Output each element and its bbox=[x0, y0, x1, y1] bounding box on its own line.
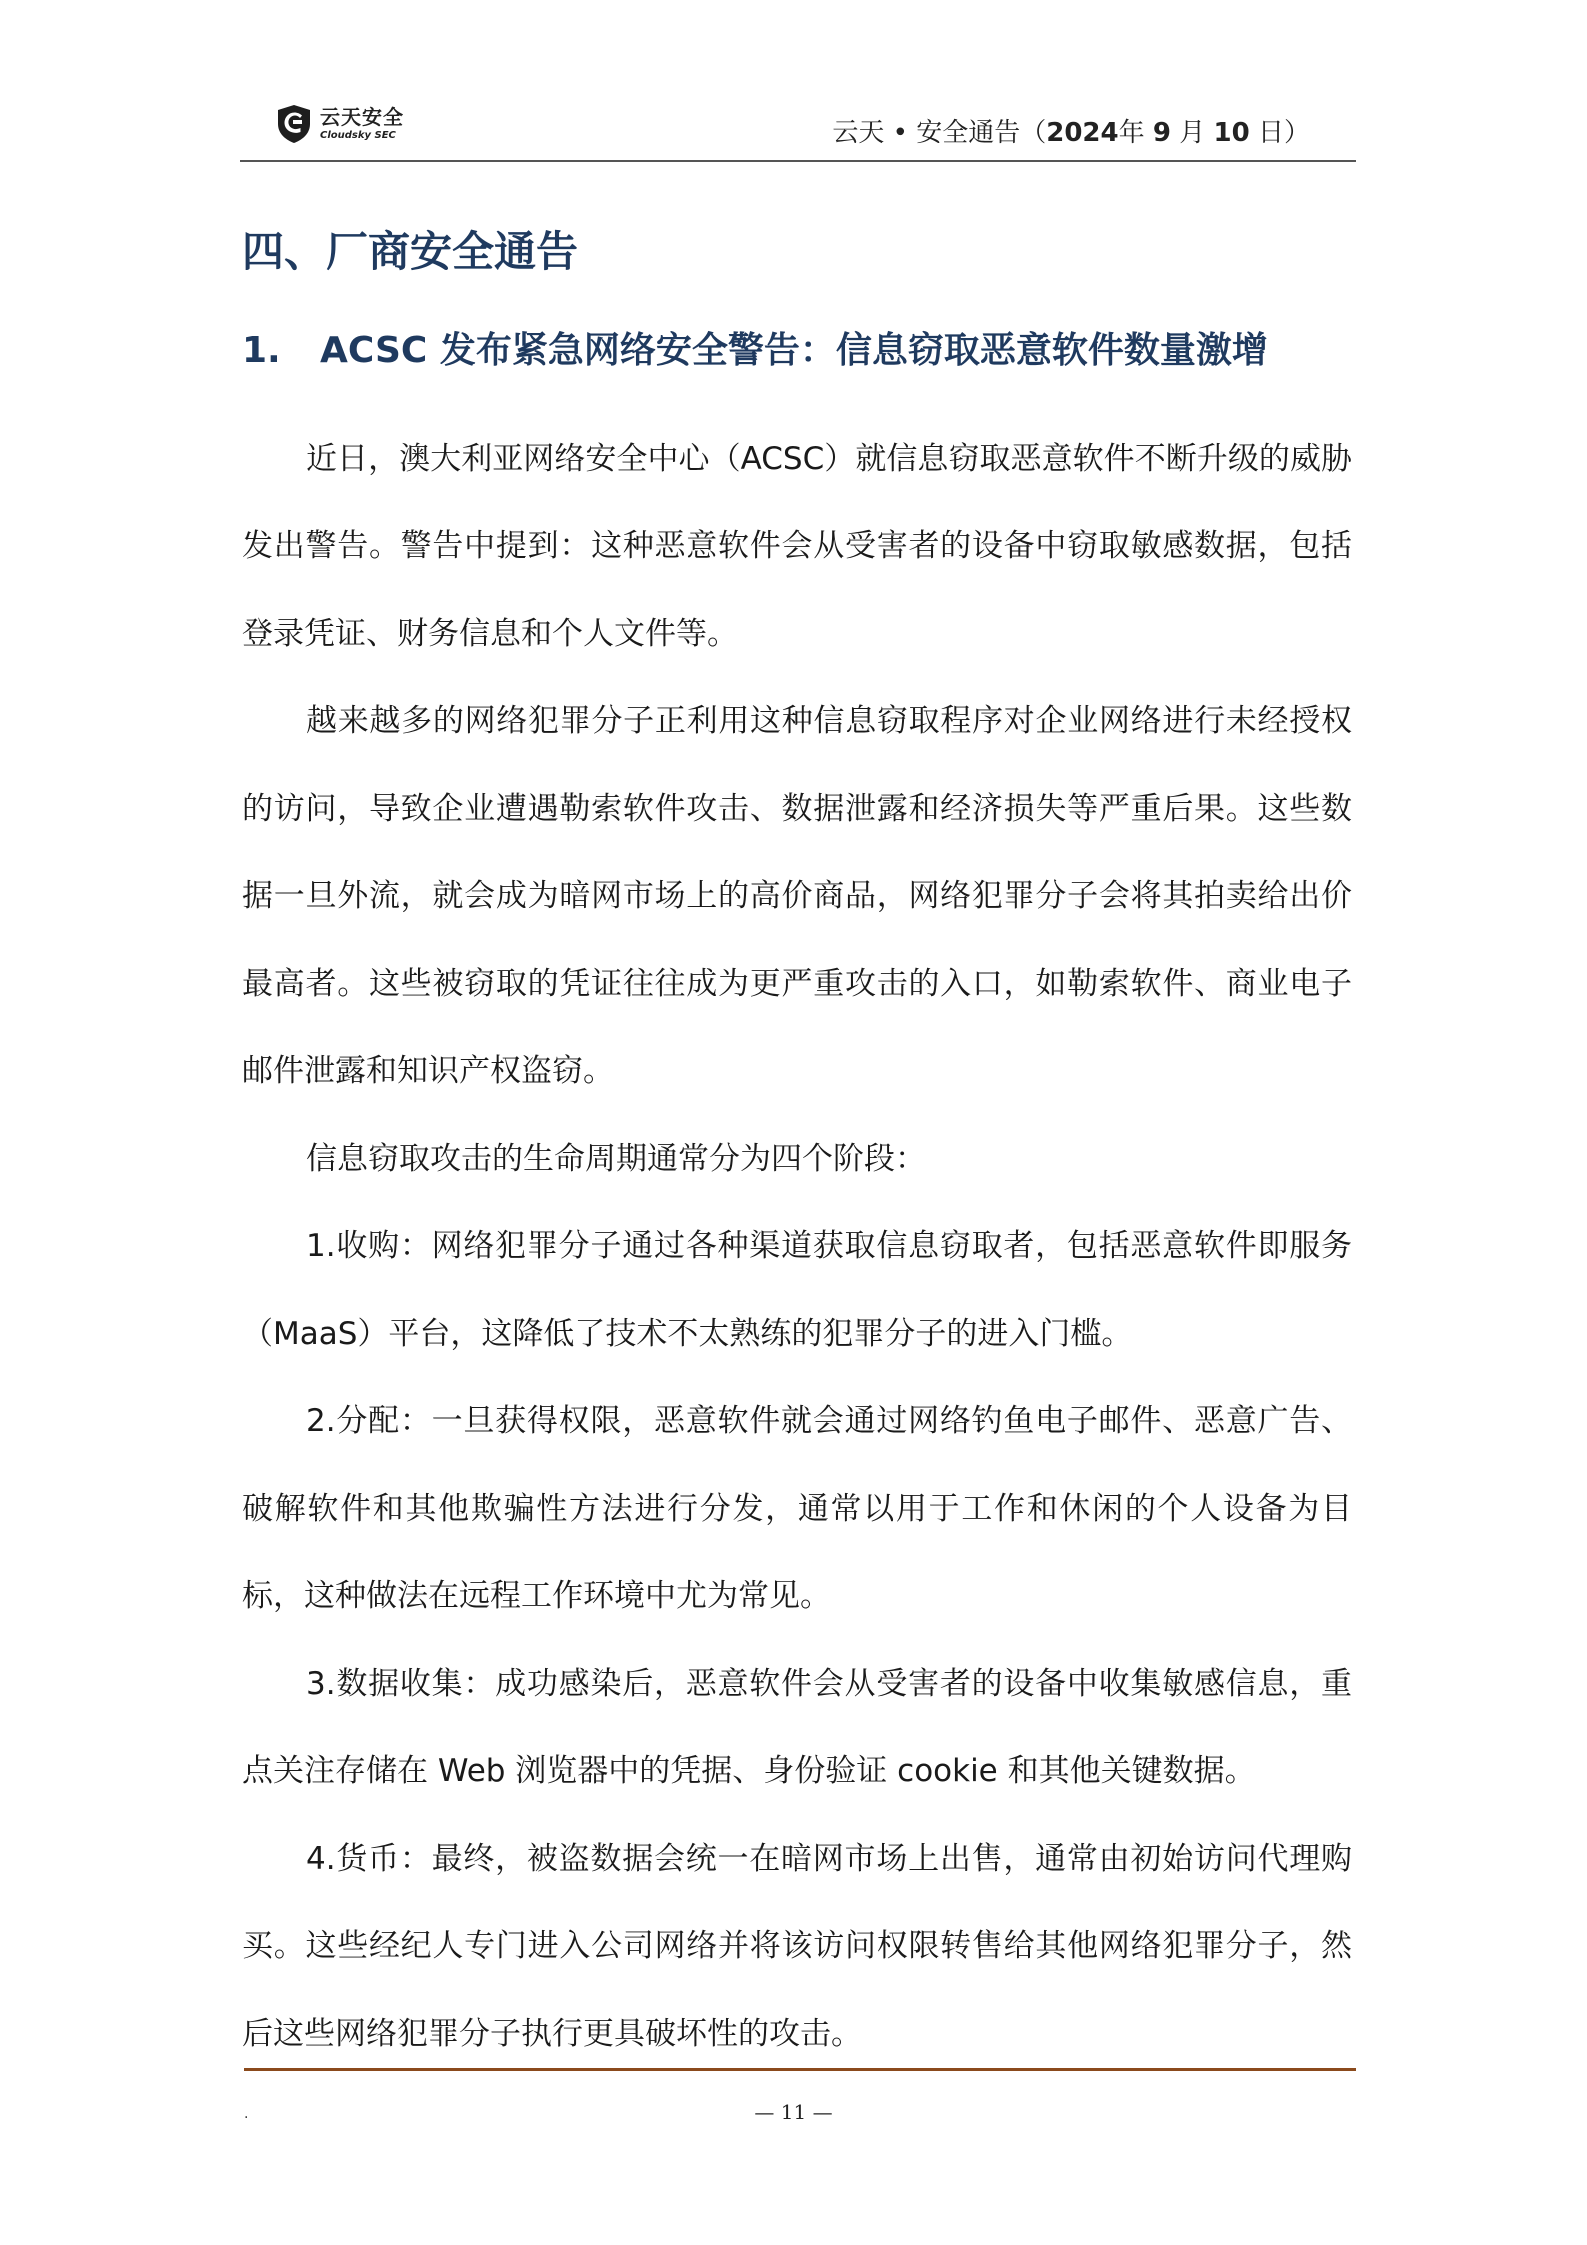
header-title-prefix: 云天 • 安全通告（ bbox=[832, 118, 1047, 148]
header-year: 2024 bbox=[1046, 118, 1119, 148]
page-header bbox=[240, 92, 1356, 160]
article-title-text: ACSC 发布紧急网络安全警告：信息窃取恶意软件数量激增 bbox=[320, 330, 1268, 371]
header-divider bbox=[240, 160, 1356, 162]
paragraph: 近日，澳大利亚网络安全中心（ACSC）就信息窃取恶意软件不断升级的威胁发出警告。警告中提到：这种恶意软件会从受害者的设备中窃取敏感数据，包括登录凭证、财务信息和个人文件等。 bbox=[242, 440, 1352, 652]
paragraph: 2.分配：一旦获得权限，恶意软件就会通过网络钓鱼电子邮件、恶意广告、破解软件和其他欺骗性方法进行分发，通常以用于工作和休闲的个人设备为目标，这种做法在远程工作环境中尤为常见。 bbox=[242, 1403, 1352, 1615]
paragraph: 4.货币：最终，被盗数据会统一在暗网市场上出售，通常由初始访问代理购买。这些经纪人专门进入公司网络并将该访问权限转售给其他网络犯罪分子，然后这些网络犯罪分子执行更具破坏性的攻击。 bbox=[242, 1840, 1352, 2052]
header-day: 10 bbox=[1213, 118, 1250, 148]
article-number: 1. bbox=[242, 330, 281, 371]
shield-logo-icon bbox=[276, 104, 312, 144]
logo-name-en: Cloudsky SEC bbox=[320, 130, 396, 141]
footer-dot: . bbox=[244, 2106, 249, 2122]
section-title: 四、厂商安全通告 bbox=[242, 227, 579, 276]
header-title bbox=[832, 112, 1310, 149]
paragraph: 越来越多的网络犯罪分子正利用这种信息窃取程序对企业网络进行未经授权的访问，导致企业遭遇勒索软件攻击、数据泄露和经济损失等严重后果。这些数据一旦外流，就会成为暗网市场上的高价商品，网络犯罪分子会将其拍卖给出价最高者。这些被窃取的凭证往往成为更严重攻击的入口，如勒索软件、商业电子邮件泄露和知识产权盗窃。 bbox=[242, 703, 1352, 1090]
header-month-unit: 月 bbox=[1179, 118, 1206, 148]
paragraph: 信息窃取攻击的生命周期通常分为四个阶段： bbox=[306, 1140, 926, 1177]
header-year-unit: 年 bbox=[1118, 118, 1145, 148]
article-title bbox=[242, 316, 1352, 386]
header-day-unit: 日） bbox=[1257, 118, 1310, 148]
company-logo bbox=[276, 100, 404, 148]
logo-name-cn: 云天安全 bbox=[320, 105, 404, 129]
header-month: 9 bbox=[1152, 118, 1171, 148]
main-content bbox=[242, 200, 1352, 2078]
page-number: — 11 — bbox=[754, 2100, 833, 2124]
paragraph: 1.收购：网络犯罪分子通过各种渠道获取信息窃取者，包括恶意软件即服务（MaaS）平台，这降低了技术不太熟练的犯罪分子的进入门槛。 bbox=[242, 1228, 1352, 1352]
footer-divider bbox=[244, 2068, 1356, 2071]
paragraph: 3.数据收集：成功感染后，恶意软件会从受害者的设备中收集敏感信息，重点关注存储在 Web 浏览器中的凭据、身份验证 cookie 和其他关键数据。 bbox=[242, 1665, 1352, 1790]
